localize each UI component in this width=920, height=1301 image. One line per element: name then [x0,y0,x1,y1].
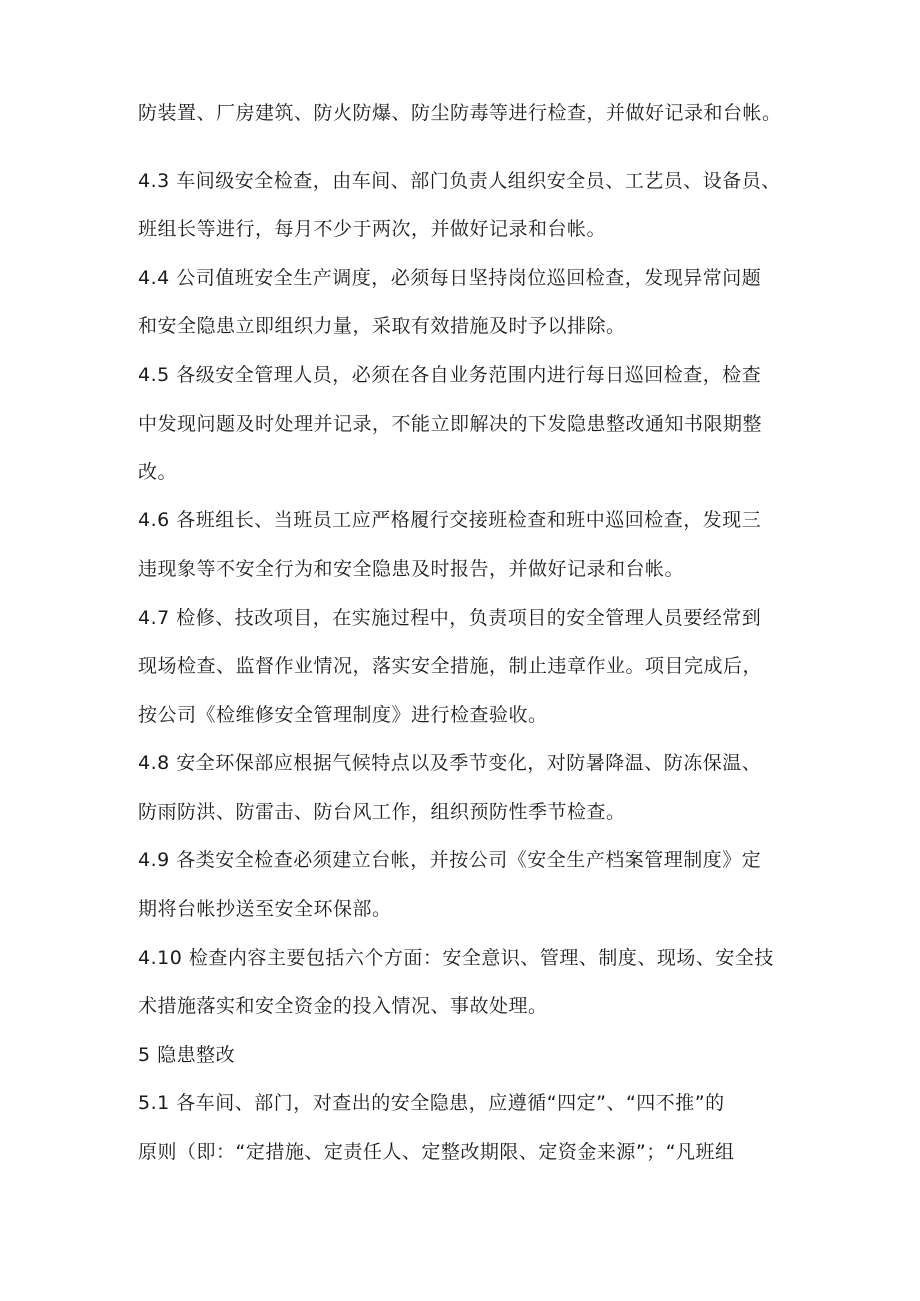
text-line: 术措施落实和安全资金的投入情况、事故处理。 [138,995,548,1017]
text-line: 4.3 车间级安全检查，由车间、部门负责人组织安全员、工艺员、设备员、 [138,170,781,192]
text-line: 5.1 各车间、部门，对查出的安全隐患，应遵循“四定”、“四不推”的 [138,1092,725,1114]
text-line: 原则（即：“定措施、定责任人、定整改期限、定资金来源”；“凡班组 [138,1141,735,1163]
text-line: 现场检查、监督作业情况，落实安全措施，制止违章作业。项目完成后， [138,655,763,677]
text-line: 4.8 安全环保部应根据气候特点以及季节变化，对防暑降温、防冻保温、 [138,752,762,774]
text-line: 改。 [138,461,178,483]
text-line: 和安全隐患立即组织力量，采取有效措施及时予以排除。 [138,315,626,337]
section-heading: 5 隐患整改 [138,1044,236,1066]
text-line: 4.7 检修、技改项目，在实施过程中，负责项目的安全管理人员要经常到 [138,607,762,629]
text-line: 防装置、厂房建筑、防火防爆、防尘防毒等进行检查，并做好记录和台帐。 [138,102,782,124]
text-line: 4.9 各类安全检查必须建立台帐，并按公司《安全生产档案管理制度》定 [138,849,762,871]
text-line: 4.5 各级安全管理人员，必须在各自业务范围内进行每日巡回检查，检查 [138,364,762,386]
text-line: 中发现问题及时处理并记录，不能立即解决的下发隐患整改通知书限期整 [138,413,763,435]
text-line: 4.10 检查内容主要包括六个方面：安全意识、管理、制度、现场、安全技 [138,947,774,969]
text-line: 4.6 各班组长、当班员工应严格履行交接班检查和班中巡回检查，发现三 [138,509,762,531]
text-line: 班组长等进行，每月不少于两次，并做好记录和台帐。 [138,218,607,240]
text-line: 期将台帐抄送至安全环保部。 [138,898,392,920]
text-line: 按公司《检维修安全管理制度》进行检查验收。 [138,704,548,726]
text-line: 违现象等不安全行为和安全隐患及时报告，并做好记录和台帐。 [138,558,685,580]
text-line: 4.4 公司值班安全生产调度，必须每日坚持岗位巡回检查，发现异常问题 [138,267,762,289]
text-line: 防雨防洪、防雷击、防台风工作，组织预防性季节检查。 [138,801,626,823]
